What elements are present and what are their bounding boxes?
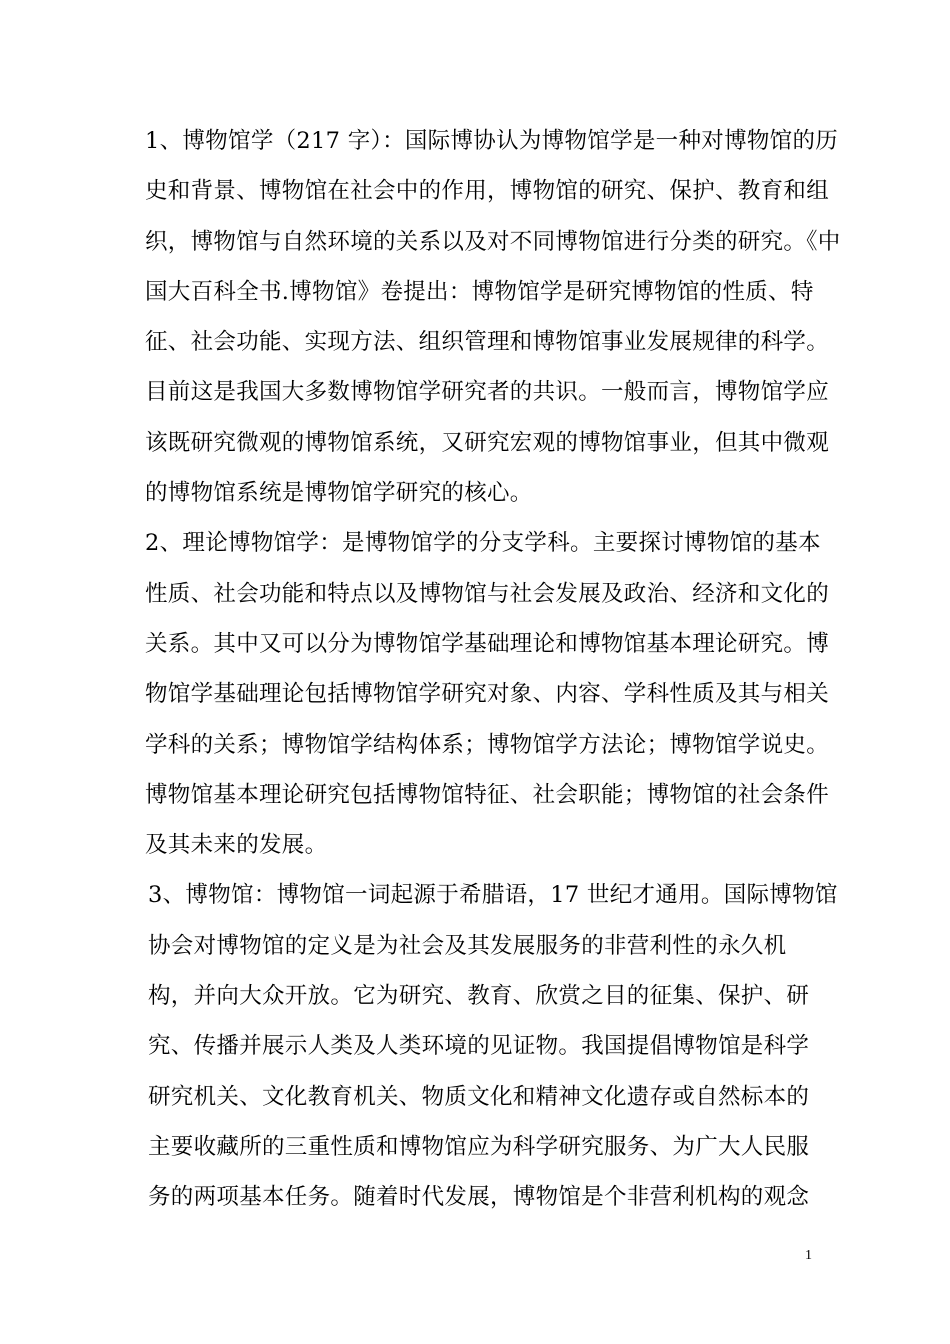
text-line: 主要收藏所的三重性质和博物馆应为科学研究服务、为广大人民服 [148,1133,810,1160]
text-line: 学科的关系；博物馆学结构体系；博物馆学方法论；博物馆学说史。 [145,731,830,758]
text-line: 国大百科全书.博物馆》卷提出：博物馆学是研究博物馆的性质、特 [145,278,814,305]
text-line: 3、博物馆：博物馆一词起源于希腊语，17 世纪才通用。国际博物馆 [148,882,838,909]
text-line: 1、博物馆学（217 字）：国际博协认为博物馆学是一种对博物馆的历 [145,128,839,154]
text-line: 研究机关、文化教育机关、物质文化和精神文化遗存或自然标本的 [148,1083,810,1110]
text-line: 织，博物馆与自然环境的关系以及对不同博物馆进行分类的研究。《中 [145,228,841,255]
text-line: 史和背景、博物馆在社会中的作用，博物馆的研究、保护、教育和组 [145,178,830,205]
body-text [145,116,841,1223]
text-line: 务的两项基本任务。随着时代发展，博物馆是个非营利机构的观念 [148,1184,810,1211]
text-line: 及其未来的发展。 [145,832,328,859]
text-line: 关系。其中又可以分为博物馆学基础理论和博物馆基本理论研究。博 [145,630,830,657]
text-line: 究、传播并展示人类及人类环境的见证物。我国提倡博物馆是科学 [148,1033,810,1060]
text-line: 物馆学基础理论包括博物馆学研究对象、内容、学科性质及其与相关 [145,681,830,708]
text-line: 博物馆基本理论研究包括博物馆特征、社会职能；博物馆的社会条件 [145,781,830,808]
text-line: 的博物馆系统是博物馆学研究的核心。 [145,480,533,507]
text-line: 构，并向大众开放。它为研究、教育、欣赏之目的征集、保护、研 [148,983,810,1010]
text-line: 目前这是我国大多数博物馆学研究者的共识。一般而言，博物馆学应 [145,379,830,406]
text-line: 征、社会功能、实现方法、组织管理和博物馆事业发展规律的科学。 [145,329,830,356]
text-line: 协会对博物馆的定义是为社会及其发展服务的非营利性的永久机 [148,932,787,959]
text-line: 该既研究微观的博物馆系统，又研究宏观的博物馆事业，但其中微观 [145,429,830,456]
text-line: 2、理论博物馆学：是博物馆学的分支学科。主要探讨博物馆的基本 [145,530,821,557]
text-line: 性质、社会功能和特点以及博物馆与社会发展及政治、经济和文化的 [145,580,830,607]
page-number: 1 [805,1248,812,1263]
